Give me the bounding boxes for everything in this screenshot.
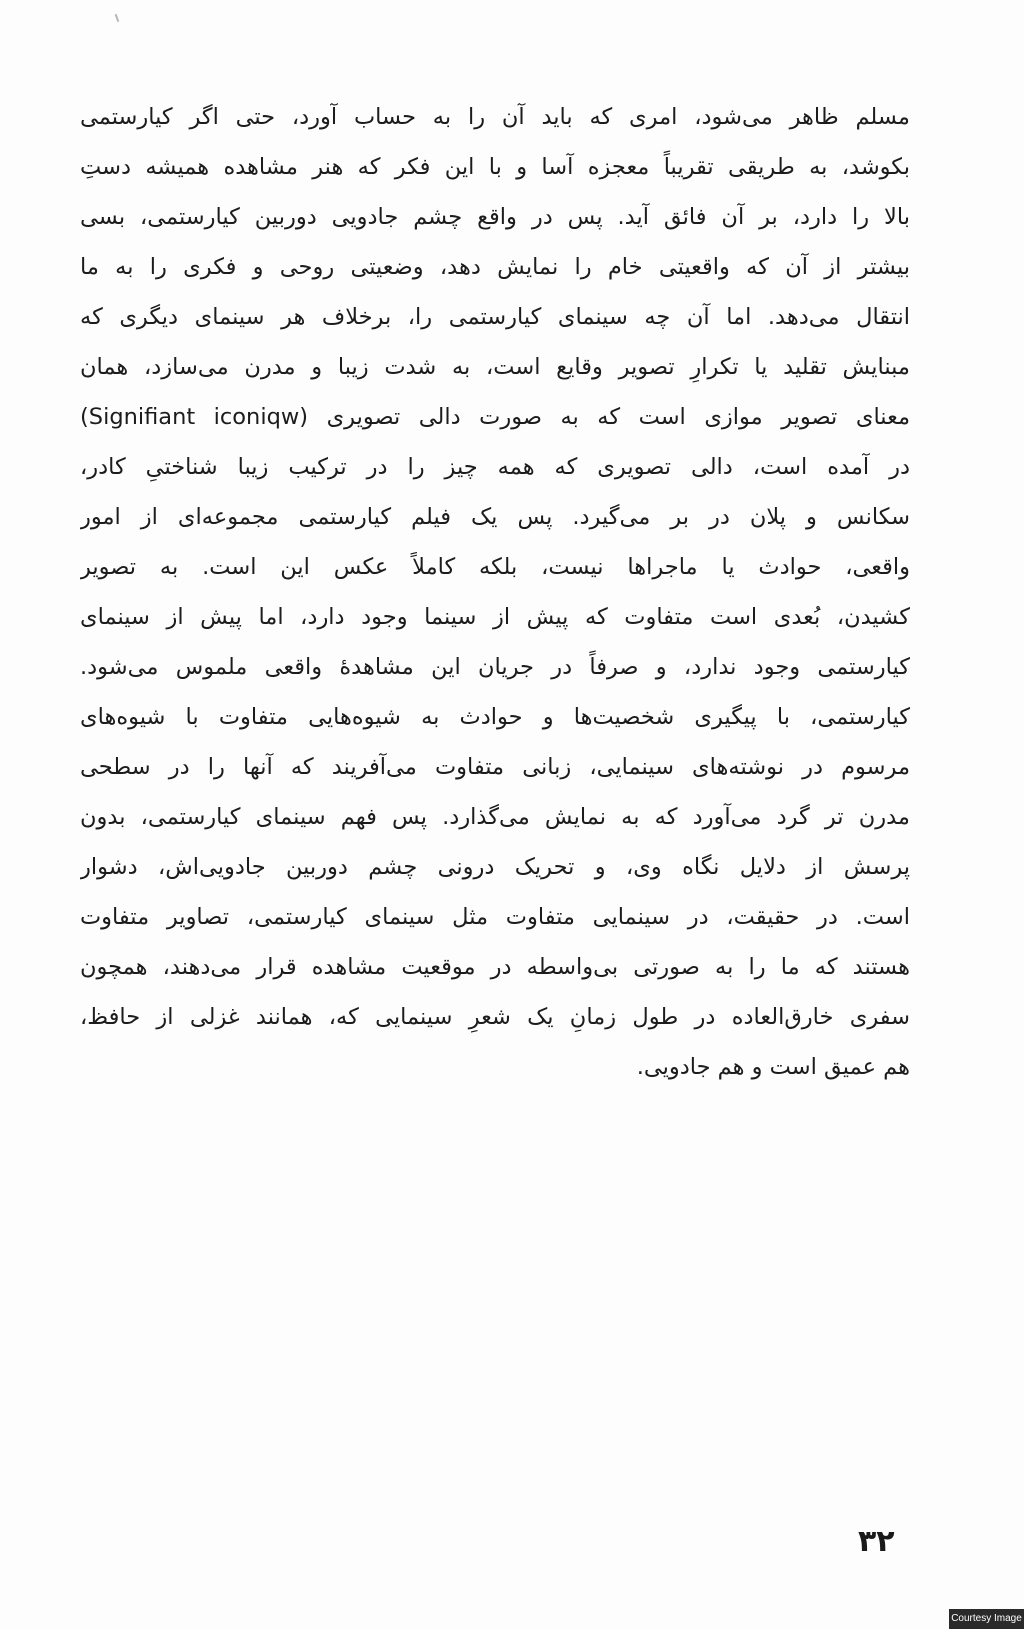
- text-line: کیارستمی وجود ندارد، و صرفاً در جریان این مشاهدهٔ واقعی ملموس می‌شود.: [80, 654, 910, 680]
- text-line: هستند که ما را به صورتی بی‌واسطه در موقعیت مشاهده قرار می‌دهند، همچون: [80, 954, 910, 980]
- text-line: کشیدن، بُعدی است متفاوت که پیش از سینما وجود دارد، اما پیش از سینمای: [80, 604, 910, 630]
- image-credit: Courtesy Image: [949, 1609, 1024, 1629]
- text-line: سفری خارق‌العاده در طول زمانِ یک شعرِ سینمایی که، همانند غزلی از حافظ،: [80, 1004, 910, 1030]
- body-text: [80, 92, 910, 1092]
- text-line: سکانس و پلان در بر می‌گیرد. پس یک فیلم کیارستمی مجموعه‌ای از امور: [80, 504, 910, 530]
- text-line: است. در حقیقت، در سینمایی متفاوت مثل سینمای کیارستمی، تصاویر متفاوت: [80, 904, 910, 930]
- page-number: ۳۲: [858, 1524, 895, 1559]
- text-line-last: هم عمیق است و هم جادویی.: [636, 1054, 910, 1080]
- text-line: مرسوم در نوشته‌های سینمایی، زبانی متفاوت می‌آفریند که آنها را در سطحی: [80, 754, 910, 780]
- text-line: مبنایش تقلید یا تکرارِ تصویر وقایع است، به شدت زیبا و مدرن می‌سازد، همان: [80, 354, 910, 380]
- text-line: پرسش از دلایل نگاه وی، و تحریک درونی چشم دوربین جادویی‌اش، دشوار: [80, 854, 910, 880]
- text-line: بالا را دارد، بر آن فائق آید. پس در واقع چشم جادویی دوربین کیارستمی، بسی: [80, 204, 910, 230]
- text-line: مسلم ظاهر می‌شود، امری که باید آن را به حساب آورد، حتی اگر کیارستمی: [80, 104, 910, 130]
- text-line: کیارستمی، با پیگیری شخصیت‌ها و حوادث به شیوه‌هایی متفاوت با شیوه‌های: [80, 704, 910, 730]
- text-line: معنای تصویر موازی است که به صورت دالی تصویری (Signifiant iconiqw): [80, 404, 910, 430]
- text-line: بیشتر از آن که واقعیتی خام را نمایش دهد، وضعیتی روحی و فکری را به ما: [80, 254, 910, 280]
- text-line: واقعی، حوادث یا ماجراها نیست، بلکه کاملاً عکس این است. به تصویر: [80, 554, 910, 580]
- text-line: بکوشد، به طریقی تقریباً معجزه آسا و با این فکر که هنر مشاهده همیشه دستِ: [80, 154, 910, 180]
- text-line: انتقال می‌دهد. اما آن چه سینمای کیارستمی را، برخلاف هر سینمای دیگری که: [80, 304, 910, 330]
- text-line: مدرن تر گرد می‌آورد که به نمایش می‌گذارد. پس فهم سینمای کیارستمی، بدون: [80, 804, 910, 830]
- scan-mark: [115, 14, 120, 22]
- text-line: در آمده است، دالی تصویری که همه چیز را در ترکیب زیبا شناختیِ کادر،: [80, 454, 910, 480]
